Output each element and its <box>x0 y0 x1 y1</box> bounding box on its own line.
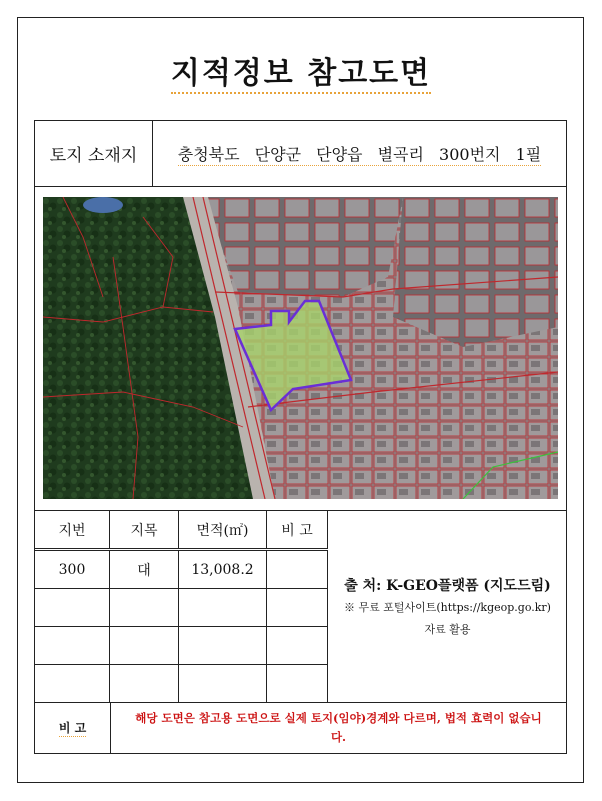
table-cell <box>267 589 328 626</box>
column-header: 지번 <box>35 511 110 548</box>
parcel-table <box>35 511 328 702</box>
column-header: 지목 <box>110 511 179 548</box>
map-panel <box>34 187 567 511</box>
table-cell <box>35 665 110 702</box>
table-row <box>35 627 328 665</box>
table-cell <box>267 627 328 664</box>
location-value: 충청북도 단양군 단양읍 별곡리 300번지 1필 <box>153 121 566 186</box>
column-header: 비 고 <box>267 511 328 548</box>
table-cell: 13,008.2 <box>179 551 267 588</box>
table-cell <box>110 665 179 702</box>
source-note: 자료 활용 <box>424 623 471 636</box>
page-title: 지적정보 참고도면 <box>0 48 602 92</box>
table-cell <box>110 627 179 664</box>
remark-text: 해당 도면은 참고용 도면으로 실제 토지(임야)경계와 다르며, 법적 효력이 없습니다. <box>135 711 542 744</box>
source-note: ※ 무료 포털사이트(https://kgeop.go.kr) <box>344 601 551 614</box>
remark-label: 비 고 <box>35 703 111 753</box>
table-cell <box>267 665 328 702</box>
source-info <box>328 511 567 702</box>
table-row <box>35 665 328 702</box>
table-cell <box>179 665 267 702</box>
table-cell <box>267 551 328 588</box>
table-cell <box>179 627 267 664</box>
table-cell <box>35 589 110 626</box>
table-cell <box>35 627 110 664</box>
cadastral-map <box>43 197 558 499</box>
location-row <box>34 120 567 187</box>
table-row <box>35 589 328 627</box>
table-cell: 대 <box>110 551 179 588</box>
table-cell <box>179 589 267 626</box>
table-cell <box>110 589 179 626</box>
table-header-row <box>35 511 328 551</box>
parcel-info <box>34 511 567 703</box>
location-label: 토지 소재지 <box>35 121 153 186</box>
column-header: 면적(㎡) <box>179 511 267 548</box>
remark-row <box>34 703 567 754</box>
source-title: 출 처: K-GEO플랫폼 (지도드림) <box>344 578 551 594</box>
table-row <box>35 551 328 589</box>
table-cell: 300 <box>35 551 110 588</box>
